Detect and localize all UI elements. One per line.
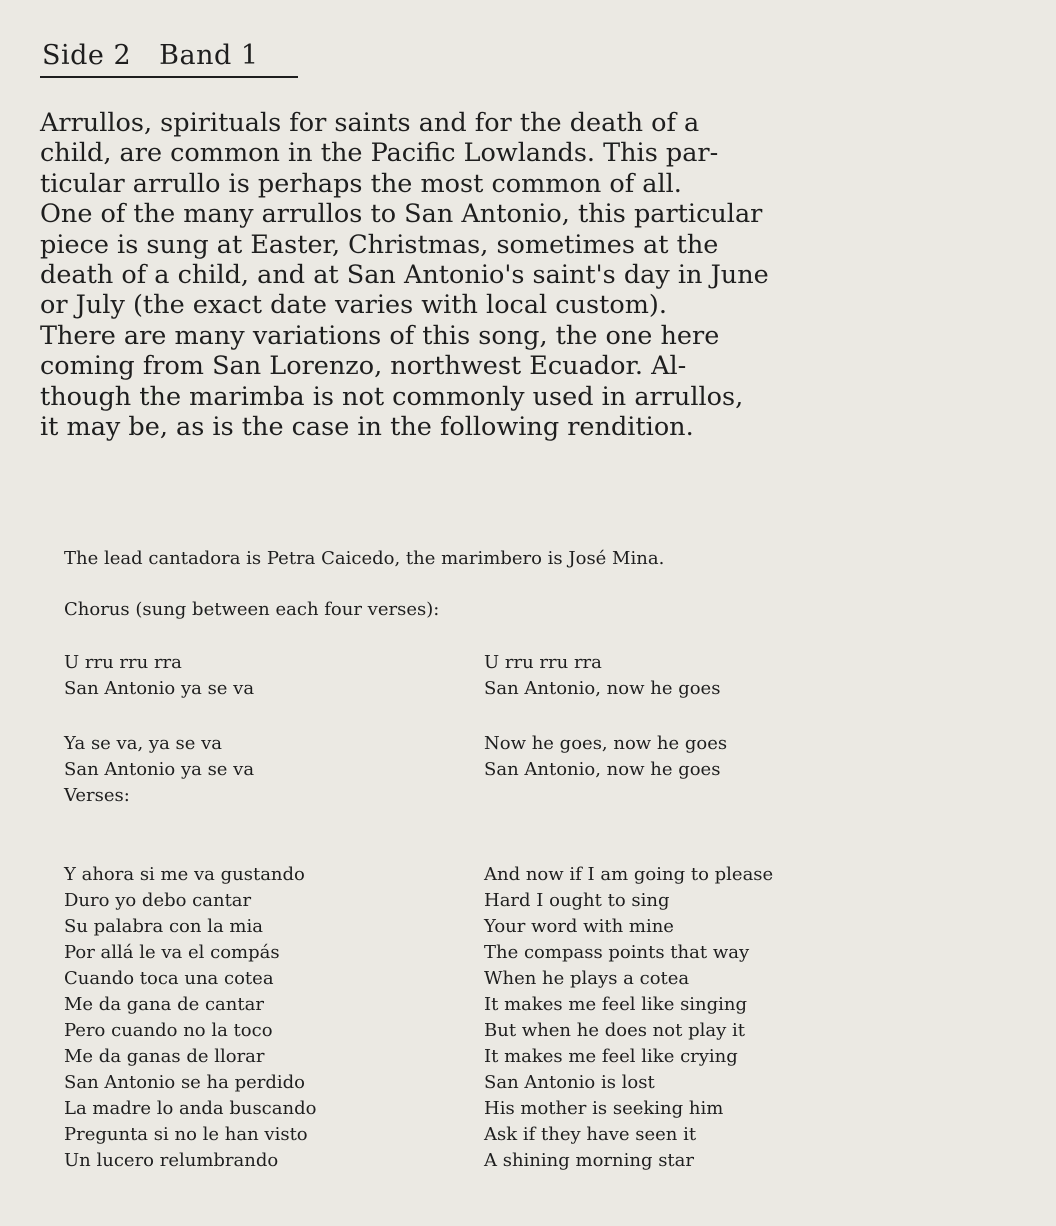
chorus-group2-english	[484, 731, 727, 783]
intro-line: ticular arrullo is perhaps the most common of all.	[40, 168, 682, 199]
verses-spanish	[64, 862, 316, 1174]
verses-label: Verses:	[64, 785, 130, 806]
verse-line-english: When he plays a cotea	[484, 968, 690, 989]
verse-line-spanish: Un lucero relumbrando	[64, 1150, 279, 1171]
credit-line: The lead cantadora is Petra Caicedo, the marimbero is José Mina.	[64, 548, 665, 569]
verse-line-spanish: Cuando toca una cotea	[64, 968, 274, 989]
verse-line-english: San Antonio is lost	[484, 1072, 655, 1093]
verse-line-spanish: Me da gana de cantar	[64, 994, 264, 1015]
chorus-line-spanish: Ya se va, ya se va	[64, 733, 223, 754]
chorus-line-spanish: San Antonio ya se va	[64, 759, 255, 780]
verse-line-english: And now if I am going to please	[484, 864, 774, 885]
verse-line-spanish: Me da ganas de llorar	[64, 1046, 265, 1067]
verse-line-english: The compass points that way	[484, 942, 750, 963]
chorus-group1-spanish	[64, 650, 254, 702]
chorus-group2-spanish	[64, 731, 254, 783]
chorus-line-spanish: San Antonio ya se va	[64, 678, 255, 699]
verse-line-english: Hard I ought to sing	[484, 890, 670, 911]
verse-line-spanish: Duro yo debo cantar	[64, 890, 252, 911]
verse-line-english: It makes me feel like crying	[484, 1046, 738, 1067]
verse-line-english: His mother is seeking him	[484, 1098, 724, 1119]
intro-line: or July (the exact date varies with local custom).	[40, 290, 667, 321]
heading-underline	[40, 76, 298, 78]
chorus-line-english: Now he goes, now he goes	[484, 733, 728, 754]
intro-line: There are many variations of this song, the one here	[40, 320, 720, 351]
intro-paragraph	[40, 108, 980, 442]
intro-line: child, are common in the Pacific Lowlands. This par-	[40, 138, 719, 169]
intro-line: it may be, as is the case in the following rendition.	[40, 412, 694, 443]
intro-line: death of a child, and at San Antonio's saint's day in June	[40, 260, 769, 291]
chorus-line-english: San Antonio, now he goes	[484, 759, 721, 780]
intro-line: Arrullos, spirituals for saints and for the death of a	[40, 108, 700, 138]
verse-line-spanish: Por allá le va el compás	[64, 942, 280, 963]
verse-line-english: But when he does not play it	[484, 1020, 745, 1041]
intro-line: One of the many arrullos to San Antonio, this particular	[40, 199, 763, 230]
verse-line-spanish: Y ahora si me va gustando	[64, 864, 305, 885]
verse-line-spanish: Pero cuando no la toco	[64, 1020, 273, 1041]
intro-line: piece is sung at Easter, Christmas, sometimes at the	[40, 229, 719, 260]
intro-line: though the marimba is not commonly used in arrullos,	[40, 381, 744, 412]
verse-line-spanish: Pregunta si no le han visto	[64, 1124, 308, 1145]
band-label: Band 1	[159, 40, 259, 71]
side-label: Side 2	[42, 40, 132, 71]
verse-line-english: A shining morning star	[484, 1150, 694, 1171]
verse-line-spanish: Su palabra con la mia	[64, 916, 263, 937]
verse-line-spanish: San Antonio se ha perdido	[64, 1072, 306, 1093]
chorus-label: Chorus (sung between each four verses):	[64, 599, 440, 620]
verse-line-english: Ask if they have seen it	[484, 1124, 697, 1145]
verse-line-english: It makes me feel like singing	[484, 994, 748, 1015]
chorus-group1-english	[484, 650, 720, 702]
verses-english	[484, 862, 773, 1174]
intro-line: coming from San Lorenzo, northwest Ecuador. Al-	[40, 351, 687, 382]
chorus-line-english: San Antonio, now he goes	[484, 678, 721, 699]
chorus-line-english: U rru rru rra	[484, 652, 602, 673]
section-heading	[42, 40, 259, 71]
verse-line-english: Your word with mine	[484, 916, 674, 937]
verse-line-spanish: La madre lo anda buscando	[64, 1098, 317, 1119]
chorus-line-spanish: U rru rru rra	[64, 652, 182, 673]
